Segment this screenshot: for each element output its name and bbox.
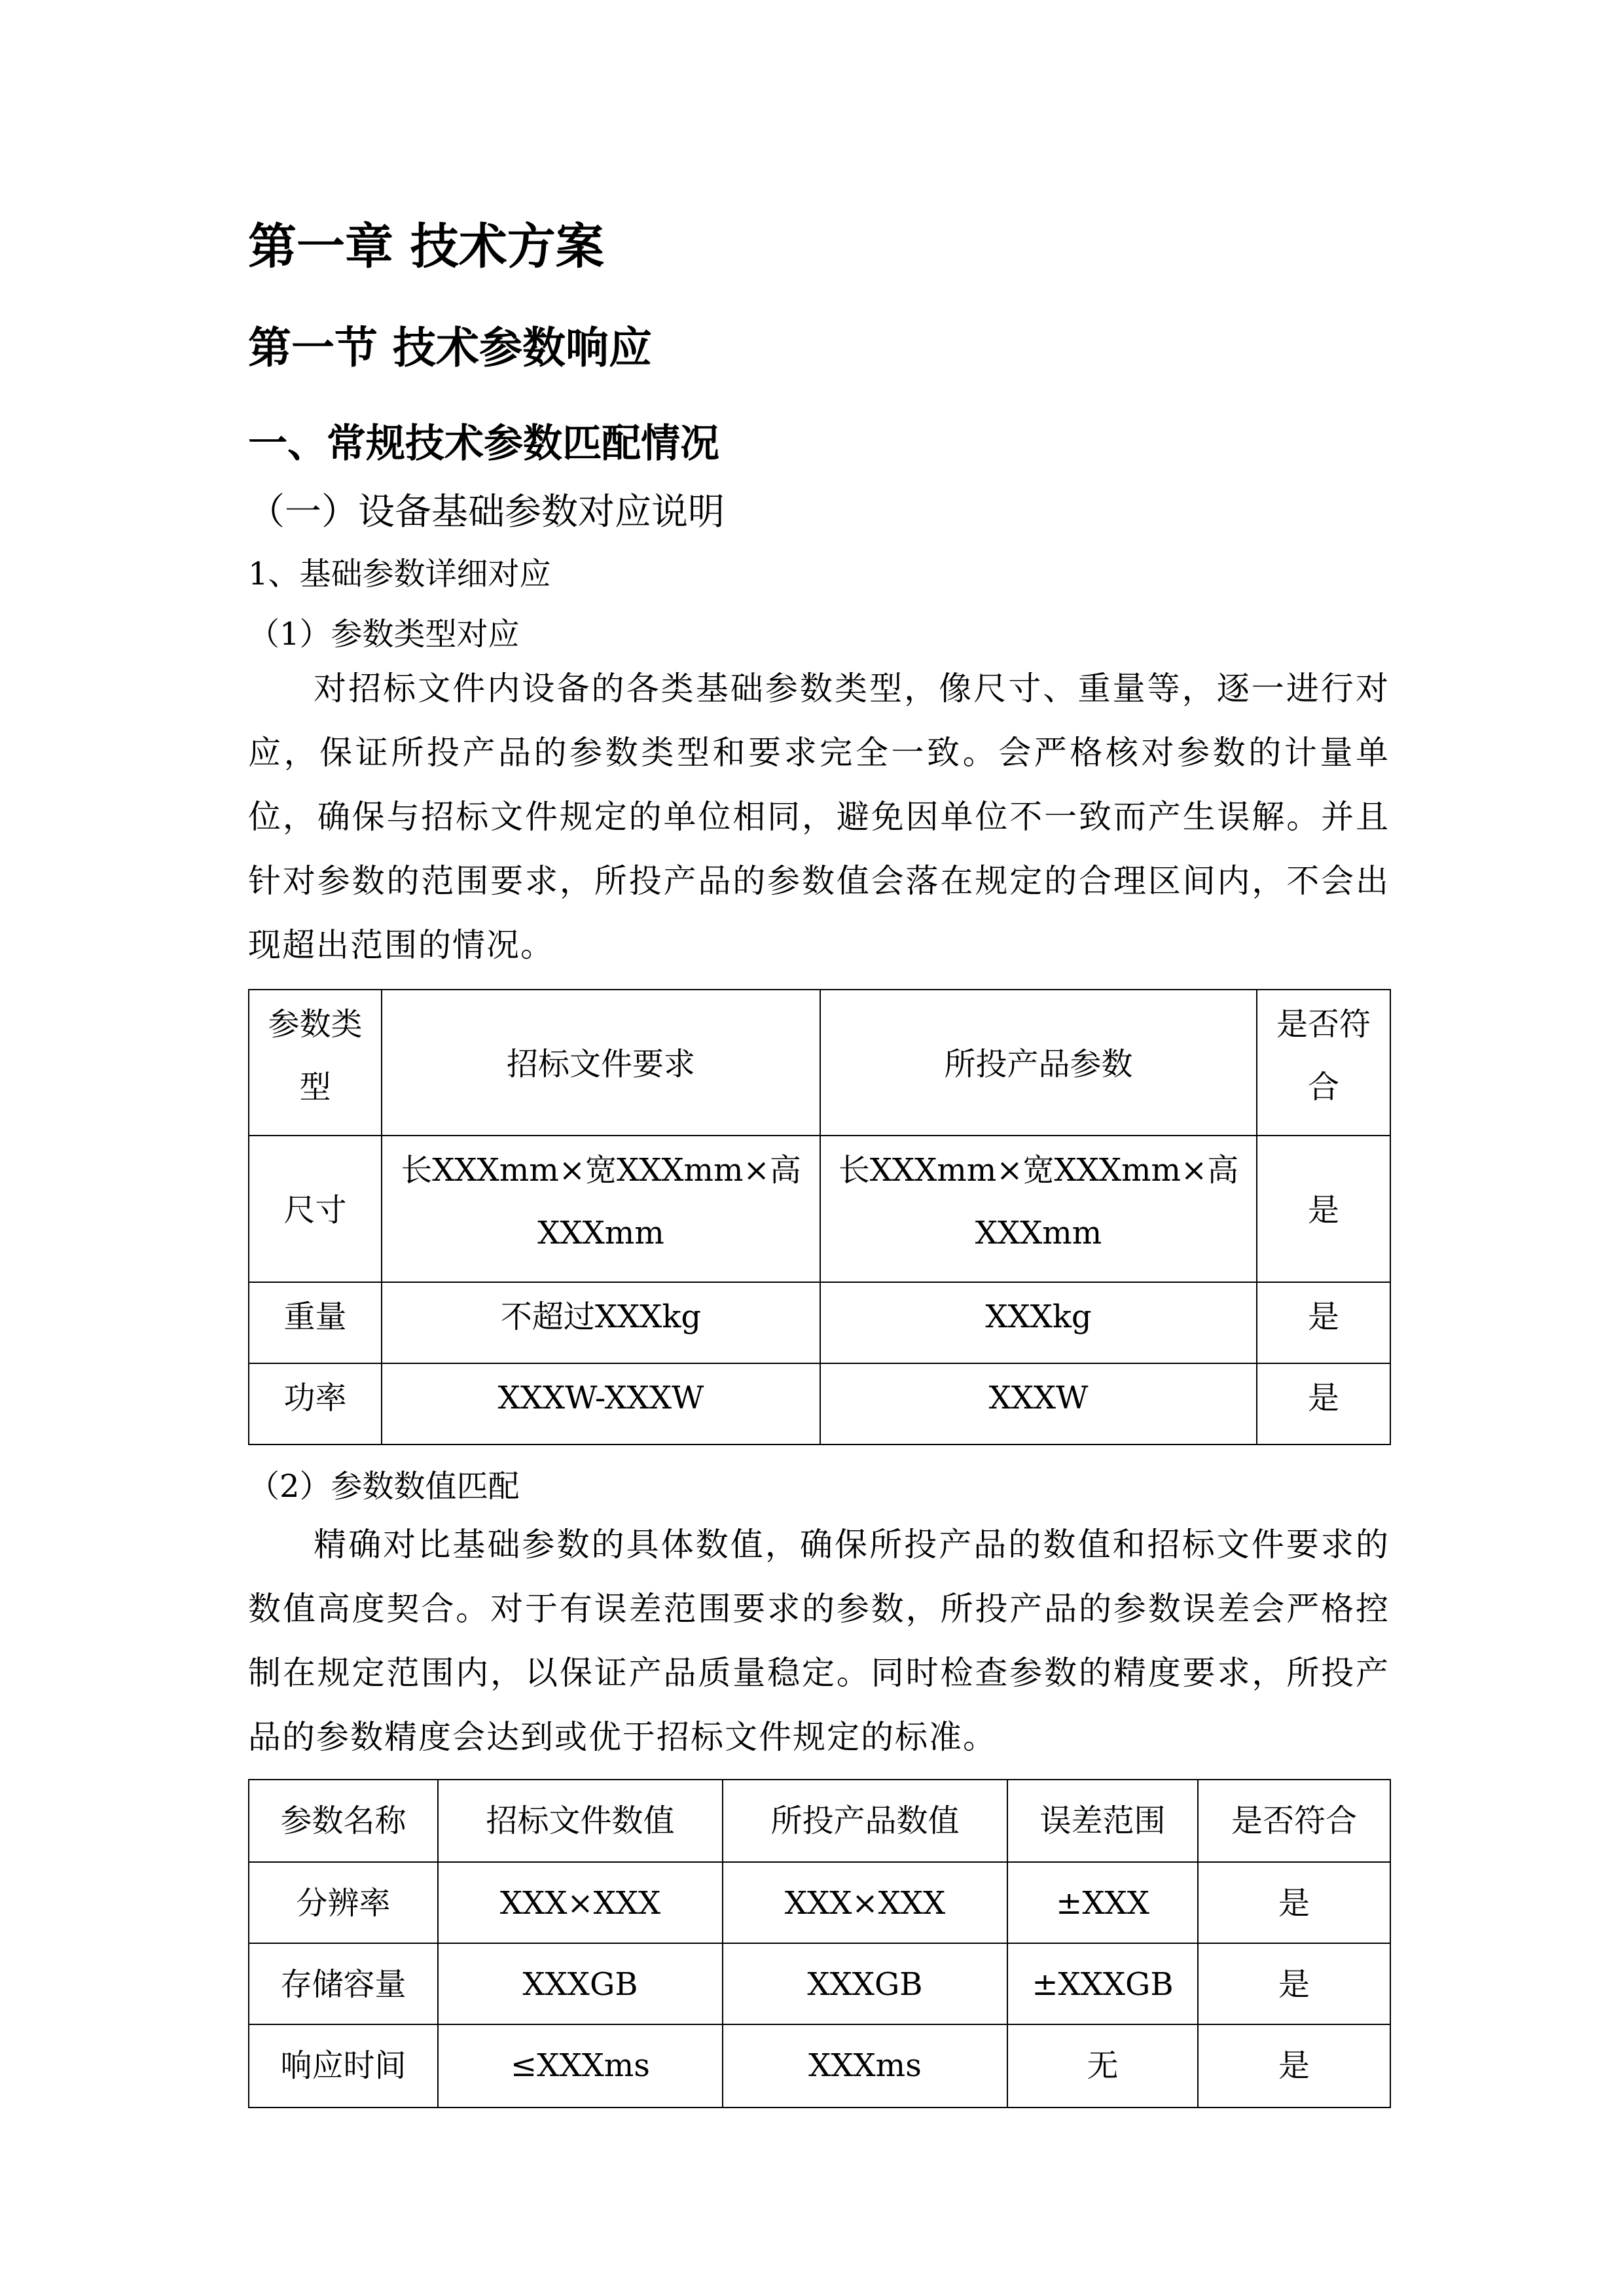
table-cell: 是 <box>1198 1943 1390 2024</box>
header-cell: 参数类型 <box>249 990 382 1136</box>
table-cell: XXX×XXX <box>438 1862 723 1943</box>
table-cell: 是 <box>1198 1862 1390 1943</box>
table-row <box>249 1862 1390 1943</box>
parameter-value-table <box>248 1779 1391 2108</box>
table-cell: XXXms <box>723 2024 1007 2108</box>
header-cell: 是否符合 <box>1257 990 1390 1136</box>
table-cell: 是 <box>1198 2024 1390 2108</box>
table-cell: 不超过XXXkg <box>382 1282 820 1363</box>
table-cell: 是 <box>1257 1282 1390 1363</box>
header-cell: 是否符合 <box>1198 1780 1390 1862</box>
item-title: 1、基础参数详细对应 <box>248 556 551 592</box>
table-cell: XXXW-XXXW <box>382 1363 820 1444</box>
table-row <box>249 1943 1390 2024</box>
table-cell: ≤XXXms <box>438 2024 723 2108</box>
table-cell: 长XXXmm×宽XXXmm×高XXXmm <box>820 1136 1257 1282</box>
part2-paragraph: 精确对比基础参数的具体数值，确保所投产品的数值和招标文件要求的数值高度契合。对于有误差范围要求的参数，所投产品的参数误差会严格控制在规定范围内，以保证产品质量稳定。同时检查参数的精度要求，所投产品的参数精度会达到或优于招标文件规定的标准。 <box>248 1526 1390 1756</box>
header-cell: 误差范围 <box>1007 1780 1198 1862</box>
table-cell: XXXGB <box>723 1943 1007 2024</box>
table-cell: 长XXXmm×宽XXXmm×高XXXmm <box>382 1136 820 1282</box>
table-cell: ±XXX <box>1007 1862 1198 1943</box>
table-cell: XXX×XXX <box>723 1862 1007 1943</box>
table-cell: 响应时间 <box>249 2024 438 2108</box>
section-title: 第一节 技术参数响应 <box>248 322 652 373</box>
header-cell: 所投产品参数 <box>820 990 1257 1136</box>
table-cell: XXXGB <box>438 1943 723 2024</box>
table-cell: 存储容量 <box>249 1943 438 2024</box>
chapter-title: 第一章 技术方案 <box>248 219 604 275</box>
part1-paragraph: 对招标文件内设备的各类基础参数类型，像尺寸、重量等，逐一进行对应，保证所投产品的参数类型和要求完全一致。会严格核对参数的计量单位，确保与招标文件规定的单位相同，避免因单位不一致而产生误解。并且针对参数的范围要求，所投产品的参数值会落在规定的合理区间内，不会出现超出范围的情况。 <box>248 670 1390 964</box>
header-cell: 招标文件要求 <box>382 990 820 1136</box>
part2-title: （2）参数数值匹配 <box>248 1468 520 1505</box>
table-cell: XXXkg <box>820 1282 1257 1363</box>
table-cell: 是 <box>1257 1136 1390 1282</box>
sub-subsection-title: （一）设备基础参数对应说明 <box>248 491 725 533</box>
table-cell: 是 <box>1257 1363 1390 1444</box>
table-cell: 无 <box>1007 2024 1198 2108</box>
header-cell: 参数名称 <box>249 1780 438 1862</box>
table-row <box>249 1282 1390 1363</box>
header-cell: 所投产品数值 <box>723 1780 1007 1862</box>
table-header-row <box>249 1780 1390 1862</box>
part1-title: （1）参数类型对应 <box>248 616 520 653</box>
table-cell: 尺寸 <box>249 1136 382 1282</box>
table-row <box>249 1136 1390 1282</box>
parameter-type-table <box>248 989 1391 1445</box>
header-cell: 招标文件数值 <box>438 1780 723 1862</box>
table-cell: 分辨率 <box>249 1862 438 1943</box>
table-header-row <box>249 990 1390 1136</box>
subsection-title: 一、常规技术参数匹配情况 <box>248 421 719 467</box>
table-cell: ±XXXGB <box>1007 1943 1198 2024</box>
table-row <box>249 2024 1390 2108</box>
table-row <box>249 1363 1390 1444</box>
table-cell: XXXW <box>820 1363 1257 1444</box>
table-cell: 功率 <box>249 1363 382 1444</box>
table-cell: 重量 <box>249 1282 382 1363</box>
